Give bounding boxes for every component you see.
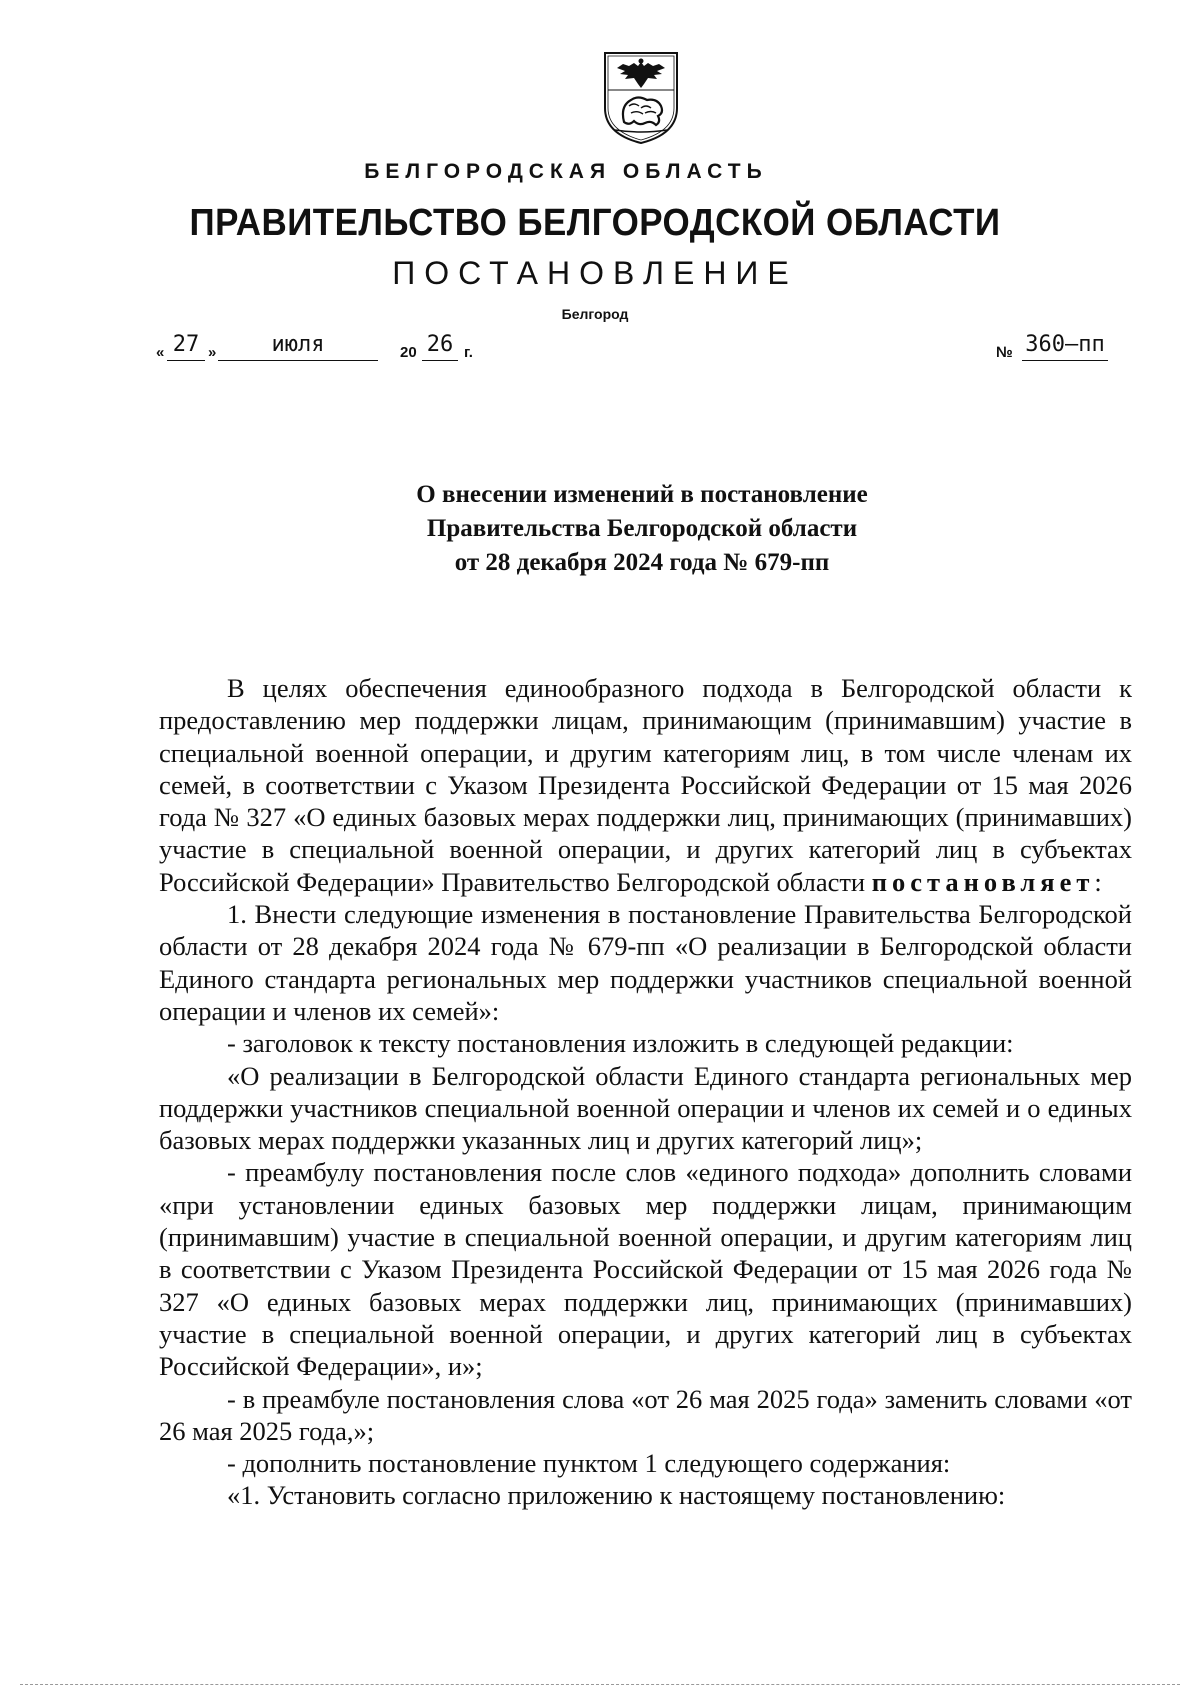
document-type: ПОСТАНОВЛЕНИЕ — [392, 255, 798, 291]
document-title — [0, 478, 1200, 580]
decree-word: постановляет — [871, 866, 1095, 897]
date-month: июля — [218, 332, 378, 361]
document-body — [159, 672, 1132, 1512]
amendment-item: - дополнить постановление пунктом 1 следующего содержания: — [227, 1448, 951, 1479]
government-name: ПРАВИТЕЛЬСТВО БЕЛГОРОДСКОЙ ОБЛАСТИ — [189, 202, 1001, 244]
amendment-item: - заголовок к тексту постановления изложить в следующей редакции: — [227, 1028, 1014, 1059]
document-number: 360–пп — [1022, 332, 1108, 361]
date-day: 27 — [167, 332, 205, 361]
title-line: Правительства Белгородской области — [426, 515, 858, 542]
preamble-paragraph — [159, 672, 1132, 898]
page-edge-divider — [20, 1684, 1180, 1685]
preamble-text: В целях обеспечения единообразного подхода в Белгородской области к предоставлению мер поддержки лицам, принимающим (принимавшим) участие в специальной военной операции, и другим категориям лиц, в том числе членам их семей, в соответствии с Указом Президента Российской Федерации от 15 мая 2026 года № 327 «О единых базовых мерах поддержки лиц, принимающих (принимавших) участие в специальной военной операции, и других категорий лиц в субъектах Российской Федерации» Правительство Белгородской области — [159, 673, 1132, 897]
dateline — [156, 332, 1106, 366]
title-line: от 28 декабря 2024 года № 679-пп — [454, 549, 830, 576]
amendment-quote: «О реализации в Белгородской области Единого стандарта региональных мер поддержки участников специальной военной операции и членов их семей и о единых базовых мерах поддержки указанных лиц и других категорий лиц»; — [159, 1060, 1132, 1156]
number-label: № — [996, 344, 1013, 361]
clause-1: 1. Внести следующие изменения в постановление Правительства Белгородской области от 28 декабря 2024 года № 679-пп «О реализации в Белгородской области Единого стандарта региональных мер поддержки участников специальной военной операции и членов их семей»: — [159, 899, 1132, 1026]
amendment-quote: «1. Установить согласно приложению к настоящему постановлению: — [227, 1480, 1006, 1511]
amendment-item: - в преамбуле постановления слова «от 26 мая 2025 года» заменить словами «от 26 мая 2025 года,»; — [159, 1383, 1132, 1446]
preamble-colon: : — [1094, 866, 1102, 897]
belgorod-coat-of-arms-icon — [601, 50, 681, 146]
date-close-quote: » — [208, 344, 217, 361]
date-year: 26 — [422, 332, 458, 361]
title-line: О внесении изменений в постановление — [416, 481, 868, 508]
date-open-quote: « — [156, 344, 165, 361]
amendment-item: - преамбулу постановления после слов «единого подхода» дополнить словами «при установлении единых базовых мер поддержки лицам, принимающим (принимавшим) участие в специальной военной операции, и другим категориям лиц в соответствии с Указом Президента Российской Федерации от 15 мая 2026 года № 327 «О единых базовых мерах поддержки лиц, принимающих (принимавших) участие в специальной военной операции, и других категорий лиц в субъектах Российской Федерации», и»; — [159, 1157, 1132, 1382]
city-name: Белгород — [561, 306, 629, 322]
region-name: БЕЛГОРОДСКАЯ ОБЛАСТЬ — [364, 160, 768, 183]
date-year-prefix: 20 — [400, 344, 417, 361]
date-year-mark: г. — [464, 344, 473, 361]
